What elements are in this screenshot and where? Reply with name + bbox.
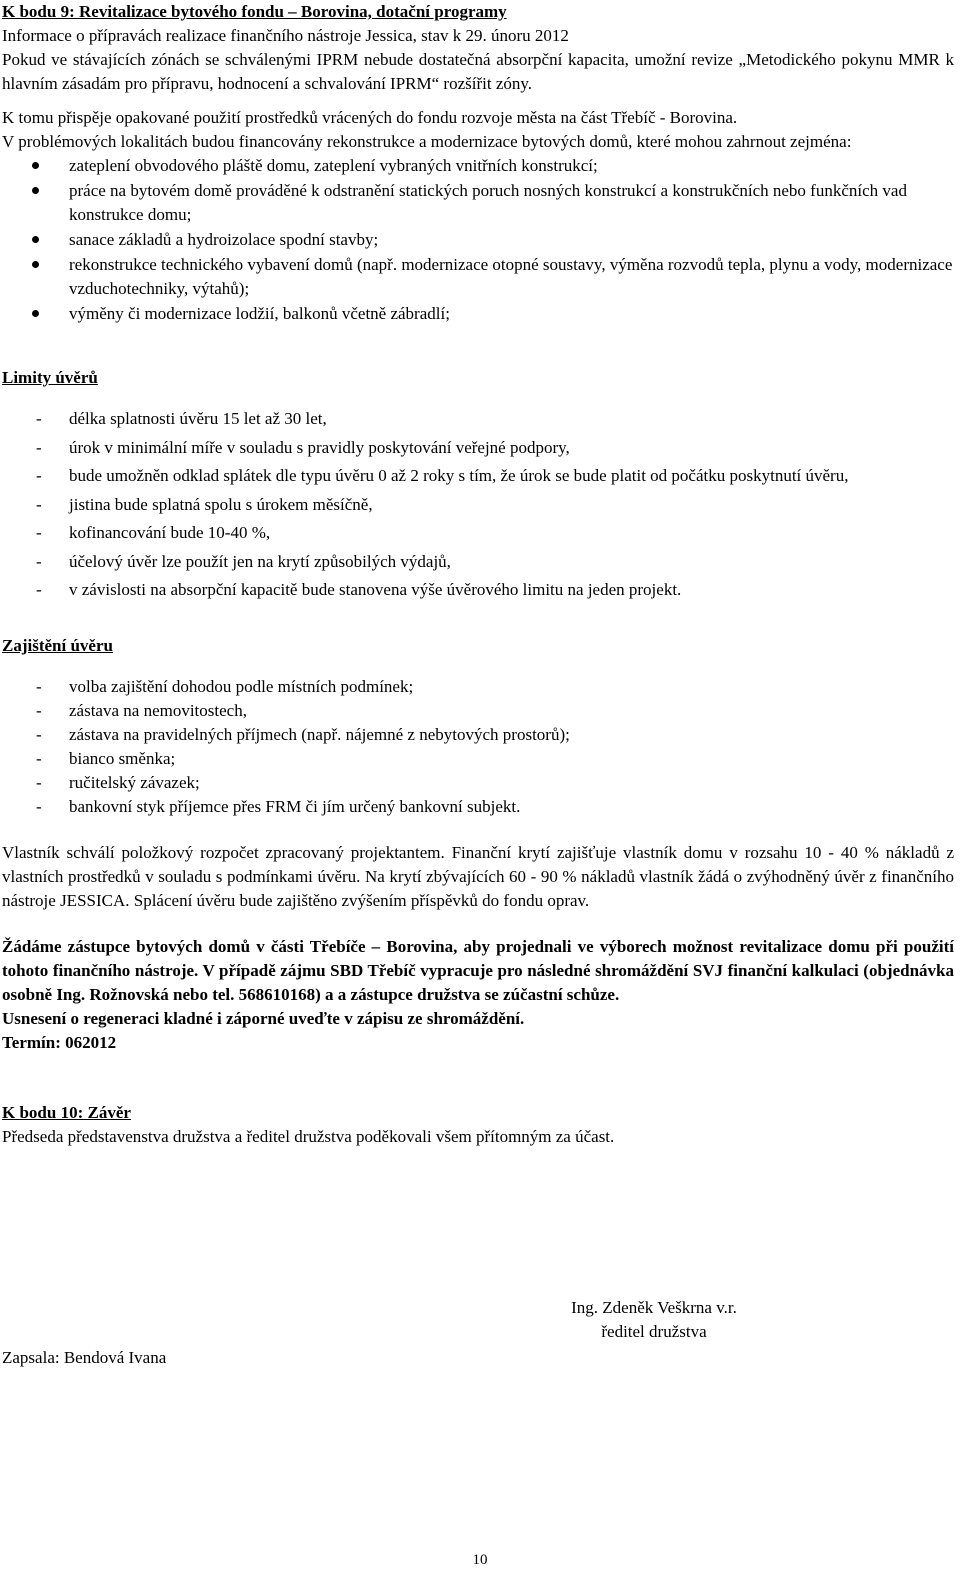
signature-role: ředitel družstva bbox=[601, 1322, 707, 1341]
list-item: - bude umožněn odklad splátek dle typu úvěru 0 až 2 roky s tím, že úrok se bude platit od počátku poskytnutí úvěru, bbox=[36, 466, 849, 485]
limits-heading: Limity úvěrů bbox=[2, 368, 98, 387]
list-item: - bianco směnka; bbox=[36, 748, 176, 768]
info-line: Informace o přípravách realizace finančního nástroje Jessica, stav k 29. únoru 2012 bbox=[2, 26, 569, 45]
page-number: 10 bbox=[472, 1552, 488, 1568]
deadline-line: Termín: 062012 bbox=[2, 1032, 117, 1052]
document-page bbox=[2, 0, 954, 1149]
list-item: - bankovní styk příjemce přes FRM či jím určený bankovní subjekt. bbox=[36, 796, 521, 816]
paragraph-problem-areas: V problémových lokalitách budou financovány rekonstrukce a modernizace bytových domů, které mohou zahrnout zejména: bbox=[2, 132, 852, 151]
list-item: - ručitelský závazek; bbox=[36, 772, 200, 792]
bullet-icon bbox=[32, 187, 39, 194]
security-list bbox=[2, 675, 954, 819]
list-item: výměny či modernizace lodžií, balkonů včetně zábradlí; bbox=[2, 302, 954, 326]
security-heading: Zajištění úvěru bbox=[2, 635, 113, 655]
list-item: - zástava na nemovitostech, bbox=[36, 700, 247, 720]
section-10-title: K bodu 10: Závěr bbox=[2, 1102, 131, 1122]
request-paragraph: Žádáme zástupce bytových domů v části Třebíče – Borovina, aby projednali ve výborech možnost revitalizace domu při použití tohoto finančního nástroje. V případě zájmu SBD Třebíč vypracuje pro následné shromáždění SVJ finanční kalkulaci (objednávka osobně Ing. Rožnovská nebo tel. 568610168) a a zástupce družstva se zúčastní schůze. bbox=[2, 936, 954, 1004]
list-item: - jistina bude splatná spolu s úrokem měsíčně, bbox=[36, 494, 373, 514]
list-item: - zástava na pravidelných příjmech (např. nájemné z nebytových prostorů); bbox=[36, 724, 570, 744]
recorded-by: Zapsala: Bendová Ivana bbox=[2, 1348, 167, 1367]
list-item: - kofinancování bude 10-40 %, bbox=[36, 523, 271, 542]
renovation-list bbox=[2, 154, 954, 326]
signature-name: Ing. Zdeněk Veškrna v.r. bbox=[571, 1298, 737, 1317]
bullet-icon bbox=[32, 261, 39, 268]
closing-text: Předseda představenstva družstva a ředitel družstva poděkovali všem přítomným za účast. bbox=[2, 1126, 615, 1146]
bullet-icon bbox=[32, 162, 39, 169]
list-item: rekonstrukce technického vybavení domů (např. modernizace otopné soustavy, výměna rozvodů tepla, plynu a vody, modernizace vzduchotechniky, výtahů); bbox=[2, 253, 954, 301]
signature-block bbox=[546, 1296, 762, 1344]
list-item: - délka splatnosti úvěru 15 let až 30 let, bbox=[36, 409, 327, 428]
bullet-icon bbox=[32, 236, 39, 243]
section-9-title: K bodu 9: Revitalizace bytového fondu – Borovina, dotační programy bbox=[2, 2, 507, 21]
list-item: - v závislosti na absorpční kapacitě bude stanovena výše úvěrového limitu na jeden projekt. bbox=[36, 580, 682, 599]
paragraph-zones: Pokud ve stávajících zónách se schválenými IPRM nebude dostatečná absorpční kapacita, umožní revize „Metodického pokynu MMR k hlavním zásadám pro přípravu, hodnocení a schvalování IPRM“ rozšířit zóny. bbox=[2, 50, 954, 93]
list-item: - volba zajištění dohodou podle místních podmínek; bbox=[36, 676, 414, 696]
list-item: - účelový úvěr lze použít jen na krytí způsobilých výdajů, bbox=[36, 551, 451, 571]
limits-list bbox=[2, 407, 954, 602]
paragraph-fund: K tomu přispěje opakované použití prostředků vrácených do fondu rozvoje města na část Třebíč - Borovina. bbox=[2, 108, 738, 127]
list-item: - úrok v minimální míře v souladu s pravidly poskytování veřejné podpory, bbox=[36, 437, 570, 457]
owner-paragraph: Vlastník schválí položkový rozpočet zpracovaný projektantem. Finanční krytí zajišťuje vlastník domu v rozsahu 10 - 40 % nákladů z vlastních prostředků v souladu s podmínkami úvěru. Na krytí zbývajících 60 - 90 % nákladů vlastník žádá o zvýhodněný úvěr z finančního nástroje JESSICA. Splácení úvěru bude zajištěno zvýšením příspěvků do fondu oprav. bbox=[2, 842, 954, 910]
list-item: práce na bytovém domě prováděné k odstranění statických poruch nosných konstrukcí a konstrukčních nebo funkčních vad konstrukce domu; bbox=[2, 179, 954, 227]
bullet-icon bbox=[32, 310, 39, 317]
list-item: sanace základů a hydroizolace spodní stavby; bbox=[2, 228, 954, 252]
list-item: zateplení obvodového pláště domu, zateplení vybraných vnitřních konstrukcí; bbox=[2, 154, 954, 178]
resolution-line: Usnesení o regeneraci kladné i záporné uveďte v zápisu ze shromáždění. bbox=[2, 1008, 525, 1028]
